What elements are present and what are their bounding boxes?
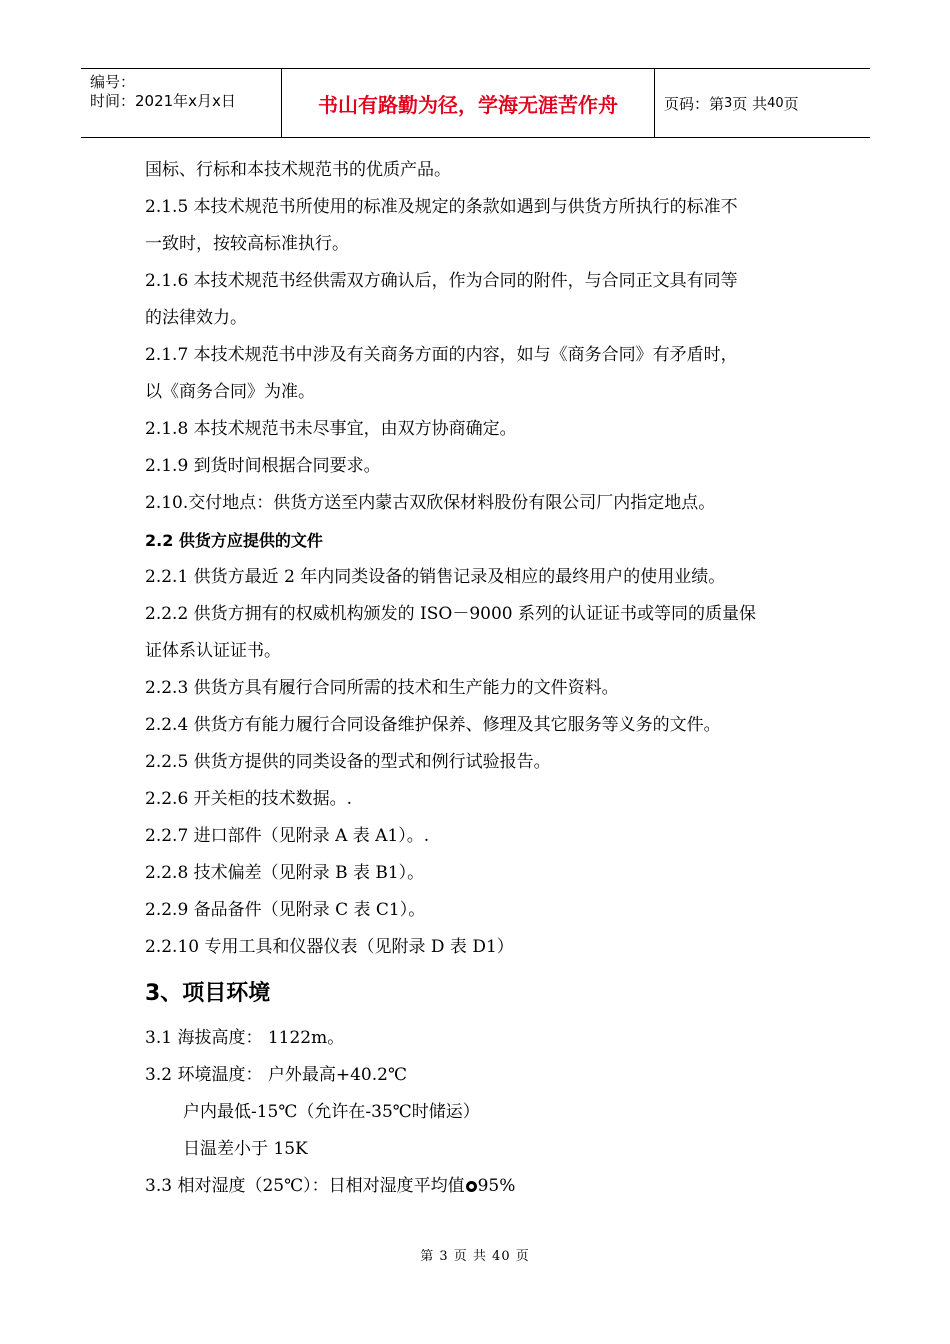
page-suffix: 页 (783, 94, 799, 113)
page-current: 3 (724, 95, 733, 111)
header-divider (654, 69, 655, 137)
paragraph-line: 2.2.6 开关柜的技术数据。. (145, 789, 353, 809)
page-mid: 页 共 (732, 94, 768, 113)
page-total: 40 (767, 95, 784, 111)
section-2-2-heading: 2.2 供货方应提供的文件 (145, 531, 323, 550)
paragraph-line: 国标、行标和本技术规范书的优质产品。 (145, 160, 451, 180)
paragraph-line: 2.1.9 到货时间根据合同要求。 (145, 456, 381, 476)
temperature-line: 户内最低-15℃（允许在-35℃时储运） (183, 1102, 480, 1122)
header-page-number (664, 69, 799, 137)
paragraph-line: 的法律效力。 (145, 308, 247, 328)
paragraph-line: 以《商务合同》为准。 (145, 382, 315, 402)
paragraph-line: 2.2.8 技术偏差（见附录 B 表 B1）。 (145, 863, 425, 883)
number-label: 编号： (90, 73, 136, 91)
paragraph-line: 2.2.3 供货方具有履行合同所需的技术和生产能力的文件资料。 (145, 678, 619, 698)
paragraph-line: 2.2.4 供货方有能力履行合同设备维护保养、修理及其它服务等义务的文件。 (145, 715, 721, 735)
humidity-line (145, 1168, 815, 1205)
header-motto: 书山有路勤为径，学海无涯苦作舟 (318, 92, 618, 117)
document-body (145, 152, 815, 1205)
paragraph-line: 证体系认证证书。 (145, 641, 281, 661)
header-table (81, 68, 870, 138)
paragraph-line: 2.2.1 供货方最近 2 年内同类设备的销售记录及相应的最终用户的使用业绩。 (145, 567, 726, 587)
section-3-heading: 3、项目环境 (145, 981, 271, 1006)
altitude-line: 3.1 海拔高度： 1122m。 (145, 1028, 345, 1048)
paragraph-line: 2.2.5 供货方提供的同类设备的型式和例行试验报告。 (145, 752, 551, 772)
paragraph-line: 一致时，按较高标准执行。 (145, 234, 349, 254)
time-label: 时间：2021年x月x日 (90, 92, 236, 110)
page-prefix: 页码：第 (664, 94, 725, 113)
paragraph-line: 2.1.7 本技术规范书中涉及有关商务方面的内容，如与《商务合同》有矛盾时， (145, 345, 738, 365)
paragraph-line: 2.2.9 备品备件（见附录 C 表 C1）。 (145, 900, 426, 920)
ring-symbol-icon (466, 1181, 477, 1192)
paragraph-line: 2.2.2 供货方拥有的权威机构颁发的 ISO－9000 系列的认证证书或等同的质量保 (145, 604, 757, 624)
paragraph-line: 2.1.6 本技术规范书经供需双方确认后，作为合同的附件，与合同正文具有同等 (145, 271, 738, 291)
temperature-line: 日温差小于 15K (183, 1139, 308, 1159)
humidity-prefix: 3.3 相对湿度（25℃）：日相对湿度平均值 (145, 1176, 465, 1196)
paragraph-line: 2.2.10 专用工具和仪器仪表（见附录 D 表 D1） (145, 937, 514, 957)
paragraph-line: 2.10.交付地点：供货方送至内蒙古双欣保材料股份有限公司厂内指定地点。 (145, 493, 716, 513)
paragraph-line: 2.1.8 本技术规范书未尽事宜，由双方协商确定。 (145, 419, 517, 439)
temperature-line: 3.2 环境温度： 户外最高+40.2℃ (145, 1065, 407, 1085)
paragraph-line: 2.1.5 本技术规范书所使用的标准及规定的条款如遇到与供货方所执行的标准不 (145, 197, 738, 217)
header-meta (90, 73, 236, 111)
page-footer: 第 3 页 共 40 页 (420, 1249, 530, 1264)
humidity-value: 95% (477, 1176, 516, 1196)
paragraph-line: 2.2.7 进口部件（见附录 A 表 A1）。. (145, 826, 430, 846)
